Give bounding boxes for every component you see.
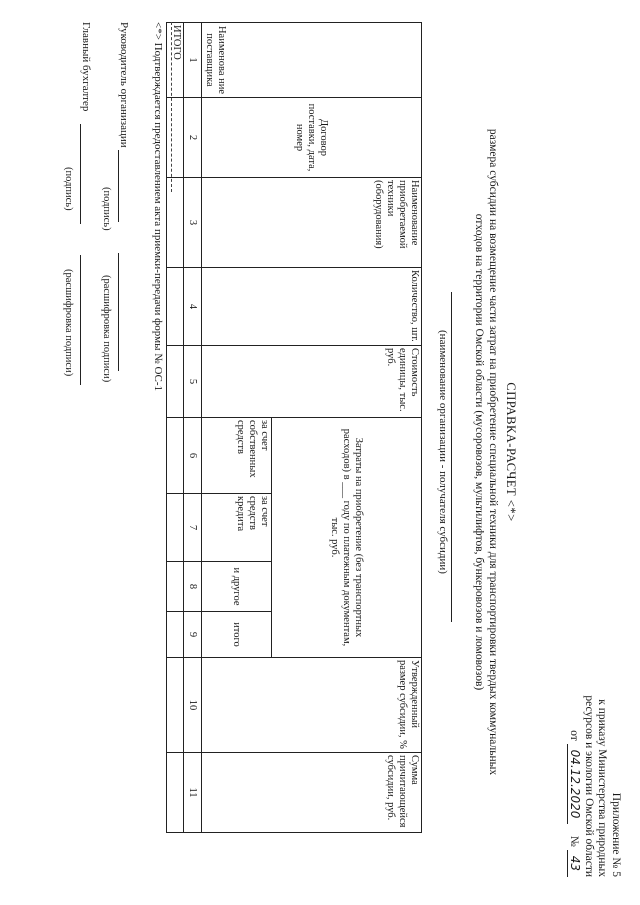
head-decode-caption: (расшифровка подписи) <box>101 275 112 383</box>
table-cell <box>167 418 184 494</box>
header-costs-group: Затраты на приобретение (без транспортных расходов) в ___ году по платежным документам, тыс. руб. <box>272 418 422 658</box>
document-subtitle <box>472 47 500 857</box>
annex-line-2: к приказу Министерства природных <box>596 699 609 877</box>
table-cell <box>167 346 184 418</box>
col-number: 7 <box>184 494 202 562</box>
annex-date-prefix: от <box>568 730 581 741</box>
col-number: 10 <box>184 658 202 753</box>
col-number: 2 <box>184 98 202 178</box>
footnote: <*> Подтверждается предоставлением акта приемки-передачи формы № ОС-1 <box>152 22 164 392</box>
col-number: 3 <box>184 178 202 268</box>
total-row-label: ИТОГО <box>167 23 184 98</box>
annex-number-handwritten: 43 <box>568 850 583 877</box>
annex-date-line <box>567 695 582 877</box>
header-subsidy-percent: Утвержденный размер субсидии, % <box>202 658 422 753</box>
subheader-other: и другое <box>202 562 272 612</box>
table-cell <box>167 268 184 346</box>
col-number: 11 <box>184 753 202 833</box>
table-cell <box>167 562 184 612</box>
header-supplier: Наименова ние поставщика <box>202 23 422 98</box>
head-sign-caption: (подпись) <box>101 187 112 231</box>
document-title: СПРАВКА-РАСЧЕТ <*> <box>504 382 518 522</box>
accountant-sign-caption: (подпись) <box>63 167 74 211</box>
header-subsidy-sum: Сумма причитающейся субсидии, руб. <box>202 753 422 833</box>
annex-header <box>567 695 622 877</box>
subsidy-table <box>166 22 422 833</box>
annex-line-3: ресурсов и экологии Омской области <box>583 695 595 877</box>
table-cell <box>167 178 184 268</box>
footnote-separator <box>171 22 172 192</box>
subheader-credit-funds: за счет средств кредита <box>202 494 272 562</box>
header-equipment: Наименование приобретаемой техники (оборудования) <box>202 178 422 268</box>
header-unit-cost: Стоимость единицы, тыс. руб. <box>202 346 422 418</box>
subtitle-line-1: размера субсидии на возмещение части затрат на приобретение специальной техники для транспортировки твердых коммунальных <box>487 128 499 776</box>
accountant-decode-field <box>80 255 81 385</box>
head-sign-field <box>118 150 119 222</box>
annex-line-1: Приложение № 5 <box>610 792 622 877</box>
head-decode-field <box>118 253 119 371</box>
col-number: 5 <box>184 346 202 418</box>
col-number: 6 <box>184 418 202 494</box>
annex-date-handwritten: 04.12.2020 <box>568 744 583 825</box>
subheader-own-funds: за счет собственных средств <box>202 418 272 494</box>
table-cell <box>167 98 184 178</box>
accountant-sign-field <box>80 124 81 224</box>
col-number: 1 <box>184 23 202 98</box>
accountant-label: Главный бухгалтер <box>80 22 92 112</box>
subtitle-line-2: отходов на территории Омской области (мусоровозов, мультилифтов, бункеровозов и ломовозов) <box>473 213 485 691</box>
table-cell <box>167 753 184 833</box>
header-contract: Договор поставки, дата, номер <box>202 98 422 178</box>
col-number: 9 <box>184 612 202 658</box>
col-number: 4 <box>184 268 202 346</box>
table-cell <box>167 612 184 658</box>
head-label: Руководитель организации <box>118 22 130 148</box>
subheader-total: итого <box>202 612 272 658</box>
table-cell <box>167 494 184 562</box>
col-number: 8 <box>184 562 202 612</box>
rotated-form-sheet <box>10 7 630 897</box>
accountant-signature-line <box>80 22 92 385</box>
table-cell <box>167 658 184 753</box>
head-signature-line <box>118 22 130 371</box>
organization-caption: (наименование организации - получателя субсидии) <box>437 330 449 574</box>
organization-name-line <box>451 292 452 622</box>
header-quantity: Количество, шт. <box>202 268 422 346</box>
accountant-decode-caption: (расшифровка подписи) <box>63 269 74 377</box>
annex-number-prefix: № <box>568 835 581 847</box>
